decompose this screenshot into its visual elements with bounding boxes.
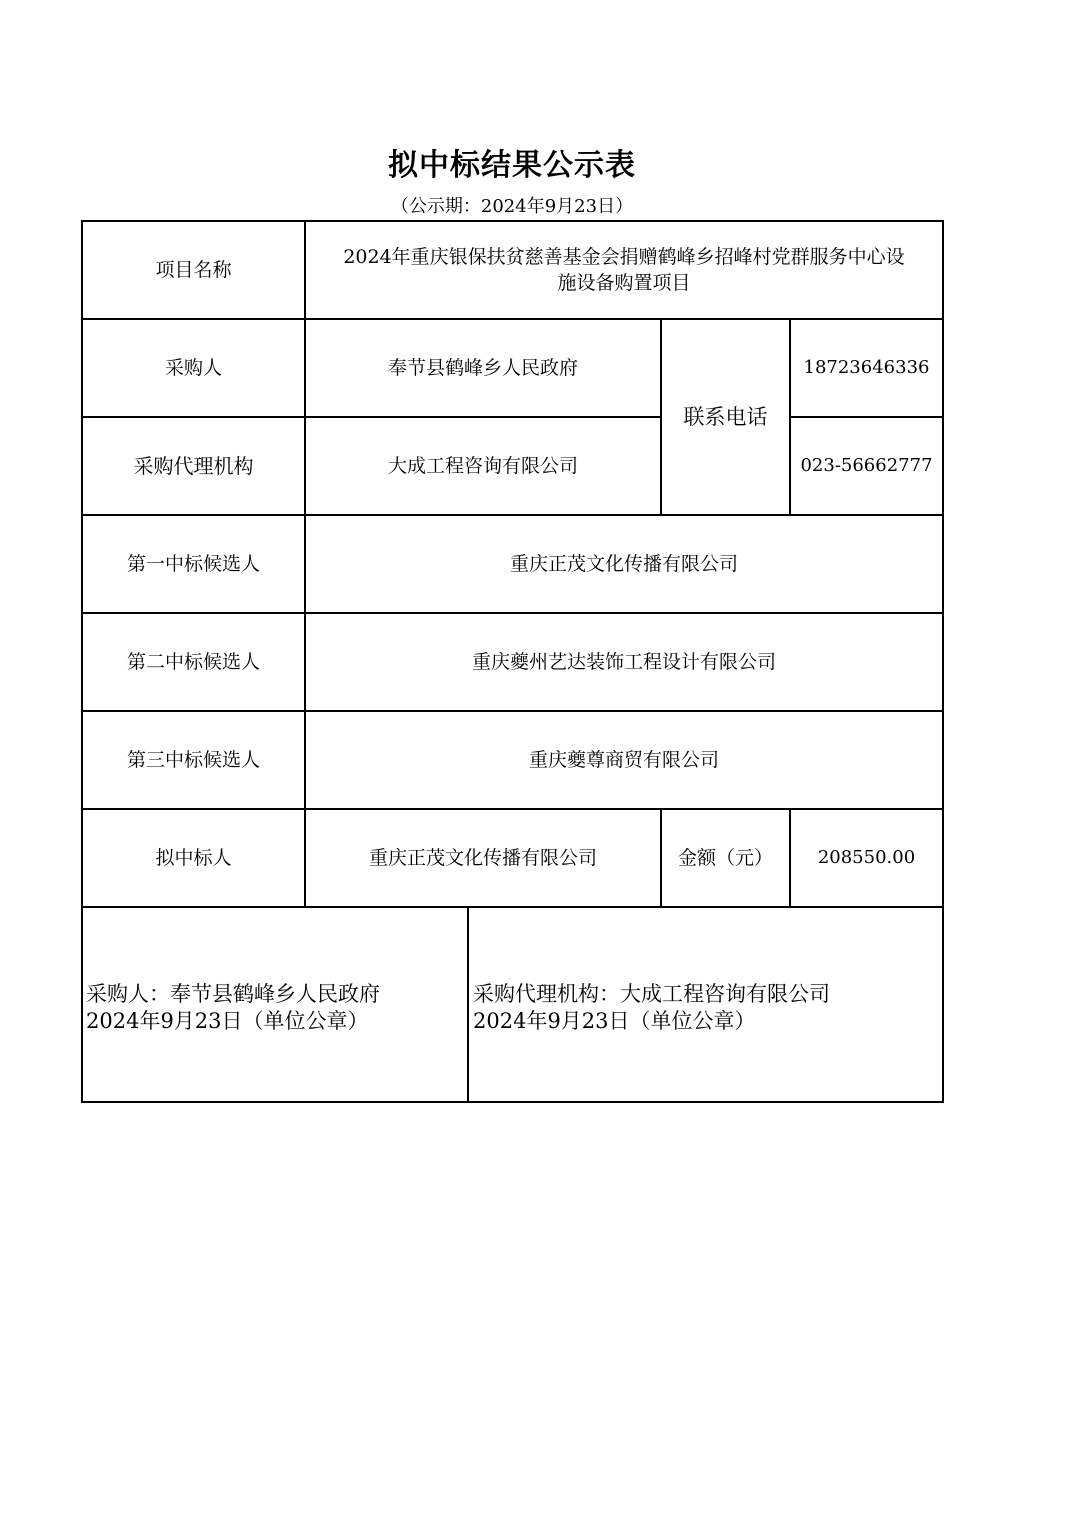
contact-phone-label: 联系电话	[683, 405, 768, 429]
amount-label: 金额（元）	[677, 847, 773, 869]
project-name-value	[306, 222, 942, 318]
row-divider	[83, 906, 942, 908]
candidate-2-label: 第二中标候选人	[126, 651, 260, 673]
agency-value: 大成工程咨询有限公司	[387, 455, 578, 477]
publicity-period: （公示期：2024年9月23日）	[390, 196, 634, 217]
candidate-2-value: 重庆夔州艺达装饰工程设计有限公司	[471, 651, 776, 673]
candidate-1-label: 第一中标候选人	[126, 553, 260, 575]
project-name-line: 施设备购置项目	[557, 272, 691, 294]
candidate-1-value: 重庆正茂文化传播有限公司	[509, 553, 738, 575]
purchaser-signature-date: 2024年9月23日（单位公章）	[86, 1009, 369, 1033]
winner-label: 拟中标人	[155, 847, 232, 869]
project-name-line: 2024年重庆银保扶贫慈善基金会捐赠鹤峰乡招峰村党群服务中心设	[343, 246, 905, 268]
amount-value: 208550.00	[817, 847, 916, 868]
agency-signature-line: 采购代理机构：大成工程咨询有限公司	[473, 982, 830, 1006]
purchaser-signature	[86, 981, 380, 1035]
candidate-3-label: 第三中标候选人	[126, 749, 260, 771]
purchaser-phone: 18723646336	[803, 357, 930, 378]
purchaser-signature-line: 采购人：奉节县鹤峰乡人民政府	[86, 982, 380, 1006]
agency-signature-date: 2024年9月23日（单位公章）	[473, 1009, 756, 1033]
column-divider	[467, 906, 469, 1101]
agency-signature	[473, 981, 830, 1035]
result-table	[81, 220, 944, 1103]
winner-value: 重庆正茂文化传播有限公司	[368, 847, 597, 869]
document-title: 拟中标结果公示表	[388, 148, 636, 183]
agency-phone: 023-56662777	[800, 455, 933, 476]
project-name-label: 项目名称	[155, 259, 232, 281]
purchaser-value: 奉节县鹤峰乡人民政府	[387, 357, 578, 379]
purchaser-label: 采购人	[164, 357, 222, 379]
candidate-3-value: 重庆夔尊商贸有限公司	[528, 749, 719, 771]
agency-label: 采购代理机构	[133, 454, 254, 478]
